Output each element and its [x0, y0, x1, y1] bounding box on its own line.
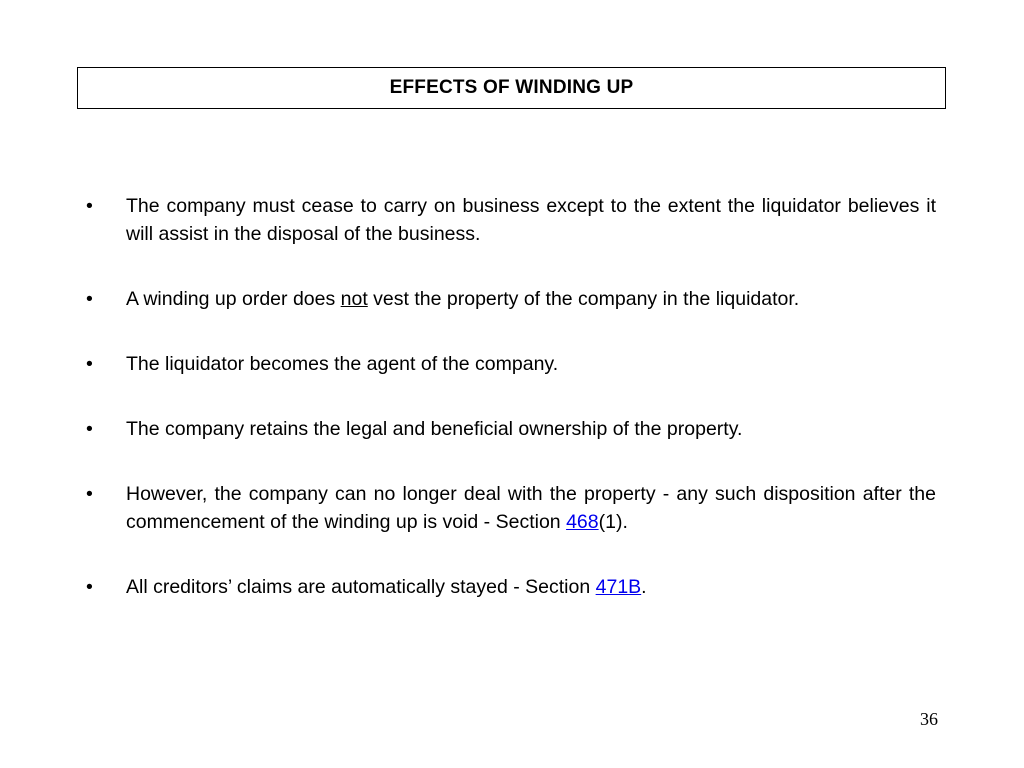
title-box: [77, 67, 946, 109]
bullet-text-before: All creditors’ claims are automatically stayed - Section: [126, 576, 596, 598]
bullet-text-after: .: [641, 576, 647, 598]
bullet-icon: •: [86, 288, 93, 310]
page-number: 36: [920, 709, 938, 729]
bullet-icon: •: [86, 576, 93, 598]
bullet-text: The company retains the legal and beneficial ownership of the property.: [126, 418, 743, 440]
bullet-text-before: However, the company can no longer deal with the property - any such disposition after the commencement of the winding up is void - Section: [126, 483, 936, 533]
bullet-item-claims-stayed: [86, 573, 936, 601]
bullet-text-before: A winding up order does: [126, 288, 341, 310]
bullet-icon: •: [86, 483, 93, 505]
section-468-link[interactable]: 468: [566, 511, 599, 533]
section-471b-link[interactable]: 471B: [595, 576, 642, 598]
bullet-icon: •: [86, 195, 93, 217]
bullet-text: The liquidator becomes the agent of the company.: [126, 353, 559, 375]
bullet-text: [126, 573, 936, 601]
bullet-text: [126, 285, 936, 313]
bullet-icon: •: [86, 353, 93, 375]
bullet-item-agent: [86, 350, 936, 378]
bullet-text: [126, 480, 936, 536]
bullet-item-not-vest: [86, 285, 936, 313]
bullet-text-after: vest the property of the company in the liquidator.: [367, 288, 800, 310]
bullet-item-cease-business: [86, 192, 936, 248]
bullet-text: The company must cease to carry on business except to the extent the liquidator believes it will assist in the disposal of the business.: [126, 195, 936, 245]
bullet-list: [86, 192, 936, 638]
bullet-item-ownership: [86, 415, 936, 443]
slide-title: EFFECTS OF WINDING UP: [389, 77, 634, 98]
bullet-icon: •: [86, 418, 93, 440]
bullet-item-disposition-void: [86, 480, 936, 536]
bullet-text-after: (1).: [598, 511, 628, 533]
underlined-not: not: [340, 288, 368, 310]
